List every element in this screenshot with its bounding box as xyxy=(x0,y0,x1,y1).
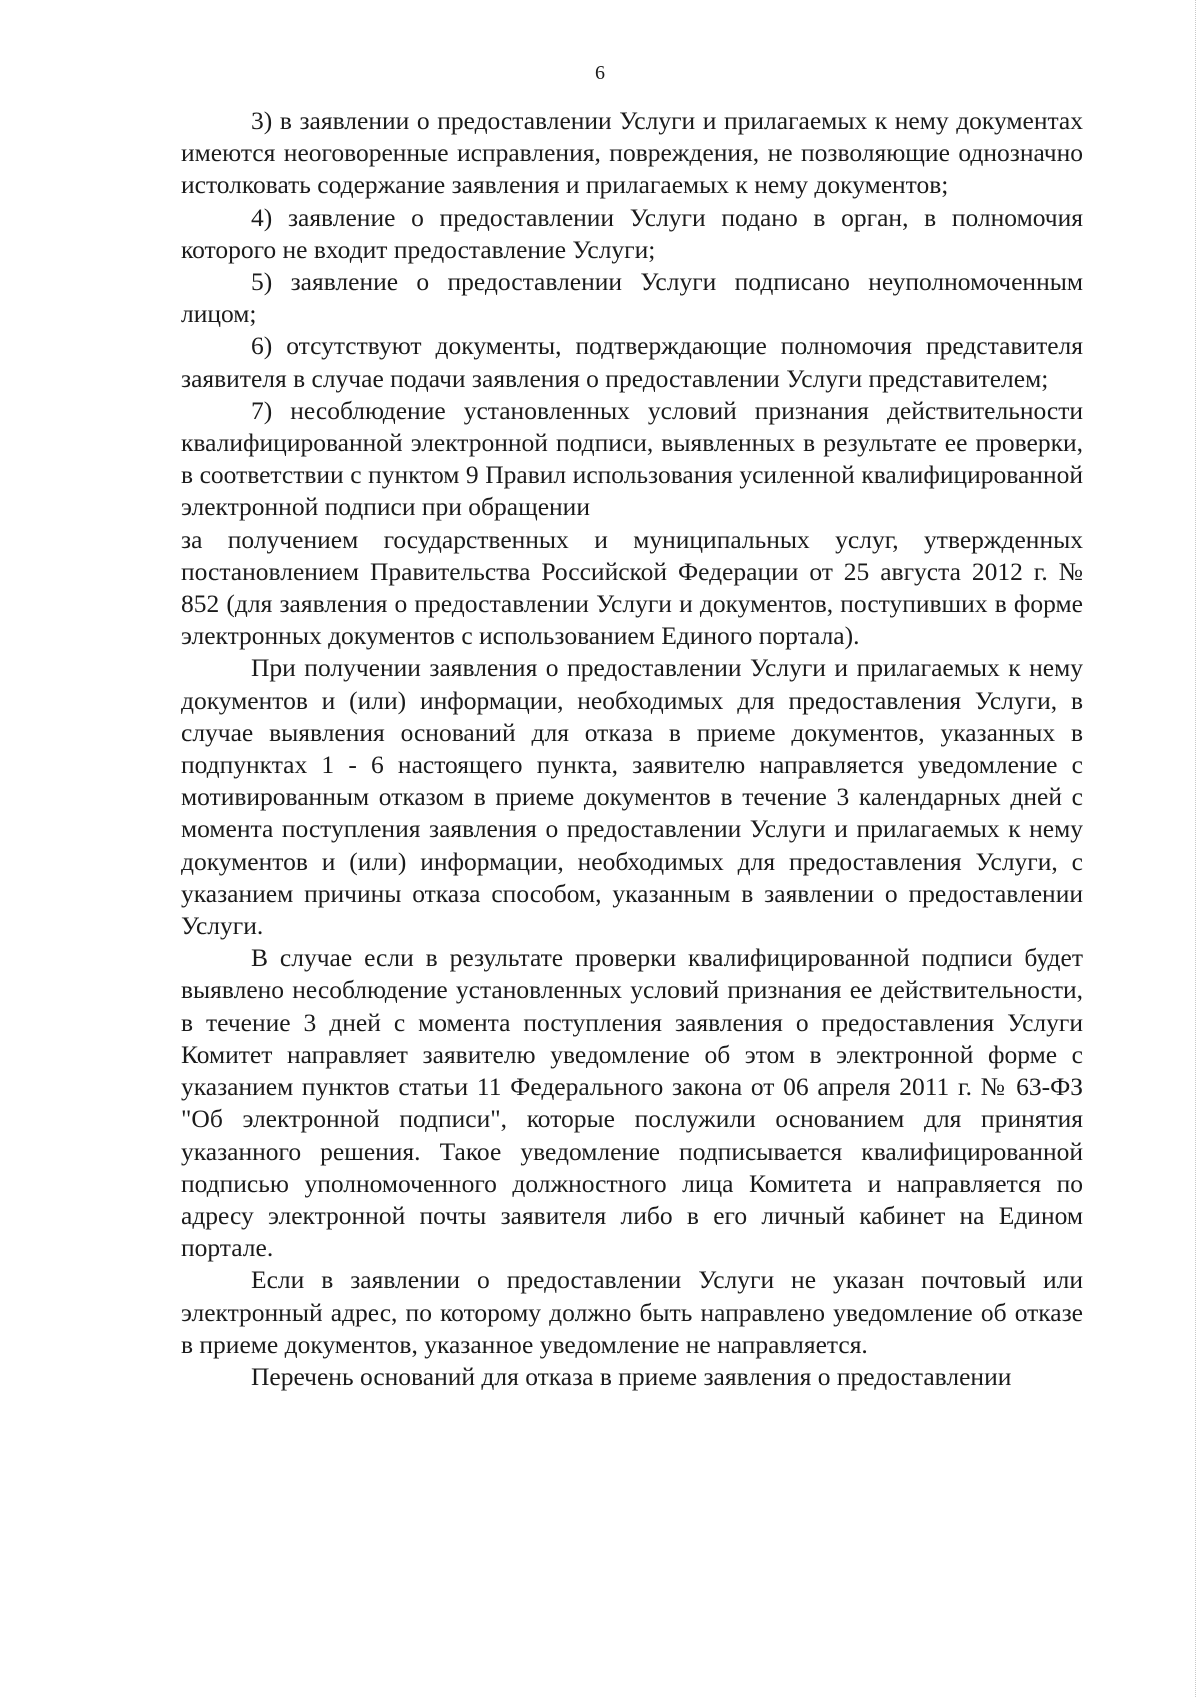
document-body xyxy=(181,105,1083,1393)
paragraph-no-address: Если в заявлении о предоставлении Услуги не указан почтовый или электронный адрес, по которому должно быть направлено уведомление об отказе в приеме документов, указанное уведомление не направляется. xyxy=(181,1265,1083,1359)
paragraph-item-7-continuation: за получением государственных и муниципальных услуг, утвержденных постановлением Правительства Российской Федерации от 25 августа 2012 г. № 852 (для заявления о предоставлении Услуги и документов, поступивших в форме электронных документов с использованием Единого портала). xyxy=(181,524,1083,651)
paragraph-item-5: 5) заявление о предоставлении Услуги подписано неуполномоченным лицом; xyxy=(181,267,1083,329)
scan-edge-line xyxy=(1193,0,1196,1697)
paragraph-item-7: 7) несоблюдение установленных условий признания действительности квалифицированной электронной подписи, выявленных в результате ее проверки, в соответствии с пунктом 9 Правил использования усиленной квалифицированной электронной подписи при обращении xyxy=(181,395,1083,522)
paragraph-item-3: 3) в заявлении о предоставлении Услуги и прилагаемых к нему документах имеются неоговоренные исправления, повреждения, не позволяющие однозначно истолковать содержание заявления и прилагаемых к нему документов; xyxy=(181,106,1083,200)
paragraph-signature-check: В случае если в результате проверки квалифицированной подписи будет выявлено несоблюдение установленных условий признания ее действительности, в течение 3 дней с момента поступления заявления о предоставления Услуги Комитет направляет заявителю уведомление об этом в электронной форме с указанием пунктов статьи 11 Федерального закона от 06 апреля 2011 г. № 63-ФЗ "Об электронной подписи", которые послужили основанием для принятия указанного решения. Такое уведомление подписывается квалифицированной подписью уполномоченного должностного лица Комитета и направляется по адресу электронной почты заявителя либо в его личный кабинет на Едином портале. xyxy=(181,943,1083,1263)
paragraph-item-4: 4) заявление о предоставлении Услуги подано в орган, в полномочия которого не входит предоставление Услуги; xyxy=(181,202,1083,264)
paragraph-item-6: 6) отсутствуют документы, подтверждающие полномочия представителя заявителя в случае подачи заявления о предоставлении Услуги представителем; xyxy=(181,331,1083,393)
page-number: 6 xyxy=(595,62,605,84)
paragraph-refusal-notification: При получении заявления о предоставлении Услуги и прилагаемых к нему документов и (или) информации, необходимых для предоставления Услуги, в случае выявления оснований для отказа в приеме документов, указанных в подпунктах 1 - 6 настоящего пункта, заявителю направляется уведомление с мотивированным отказом в приеме документов в течение 3 календарных дней с момента поступления заявления о предоставлении Услуги и прилагаемых к нему документов и (или) информации, необходимых для предоставления Услуги, с указанием причины отказа способом, указанным в заявлении о предоставлении Услуги. xyxy=(181,653,1083,941)
paragraph-refusal-grounds-list: Перечень оснований для отказа в приеме заявления о предоставлении xyxy=(251,1361,1012,1391)
